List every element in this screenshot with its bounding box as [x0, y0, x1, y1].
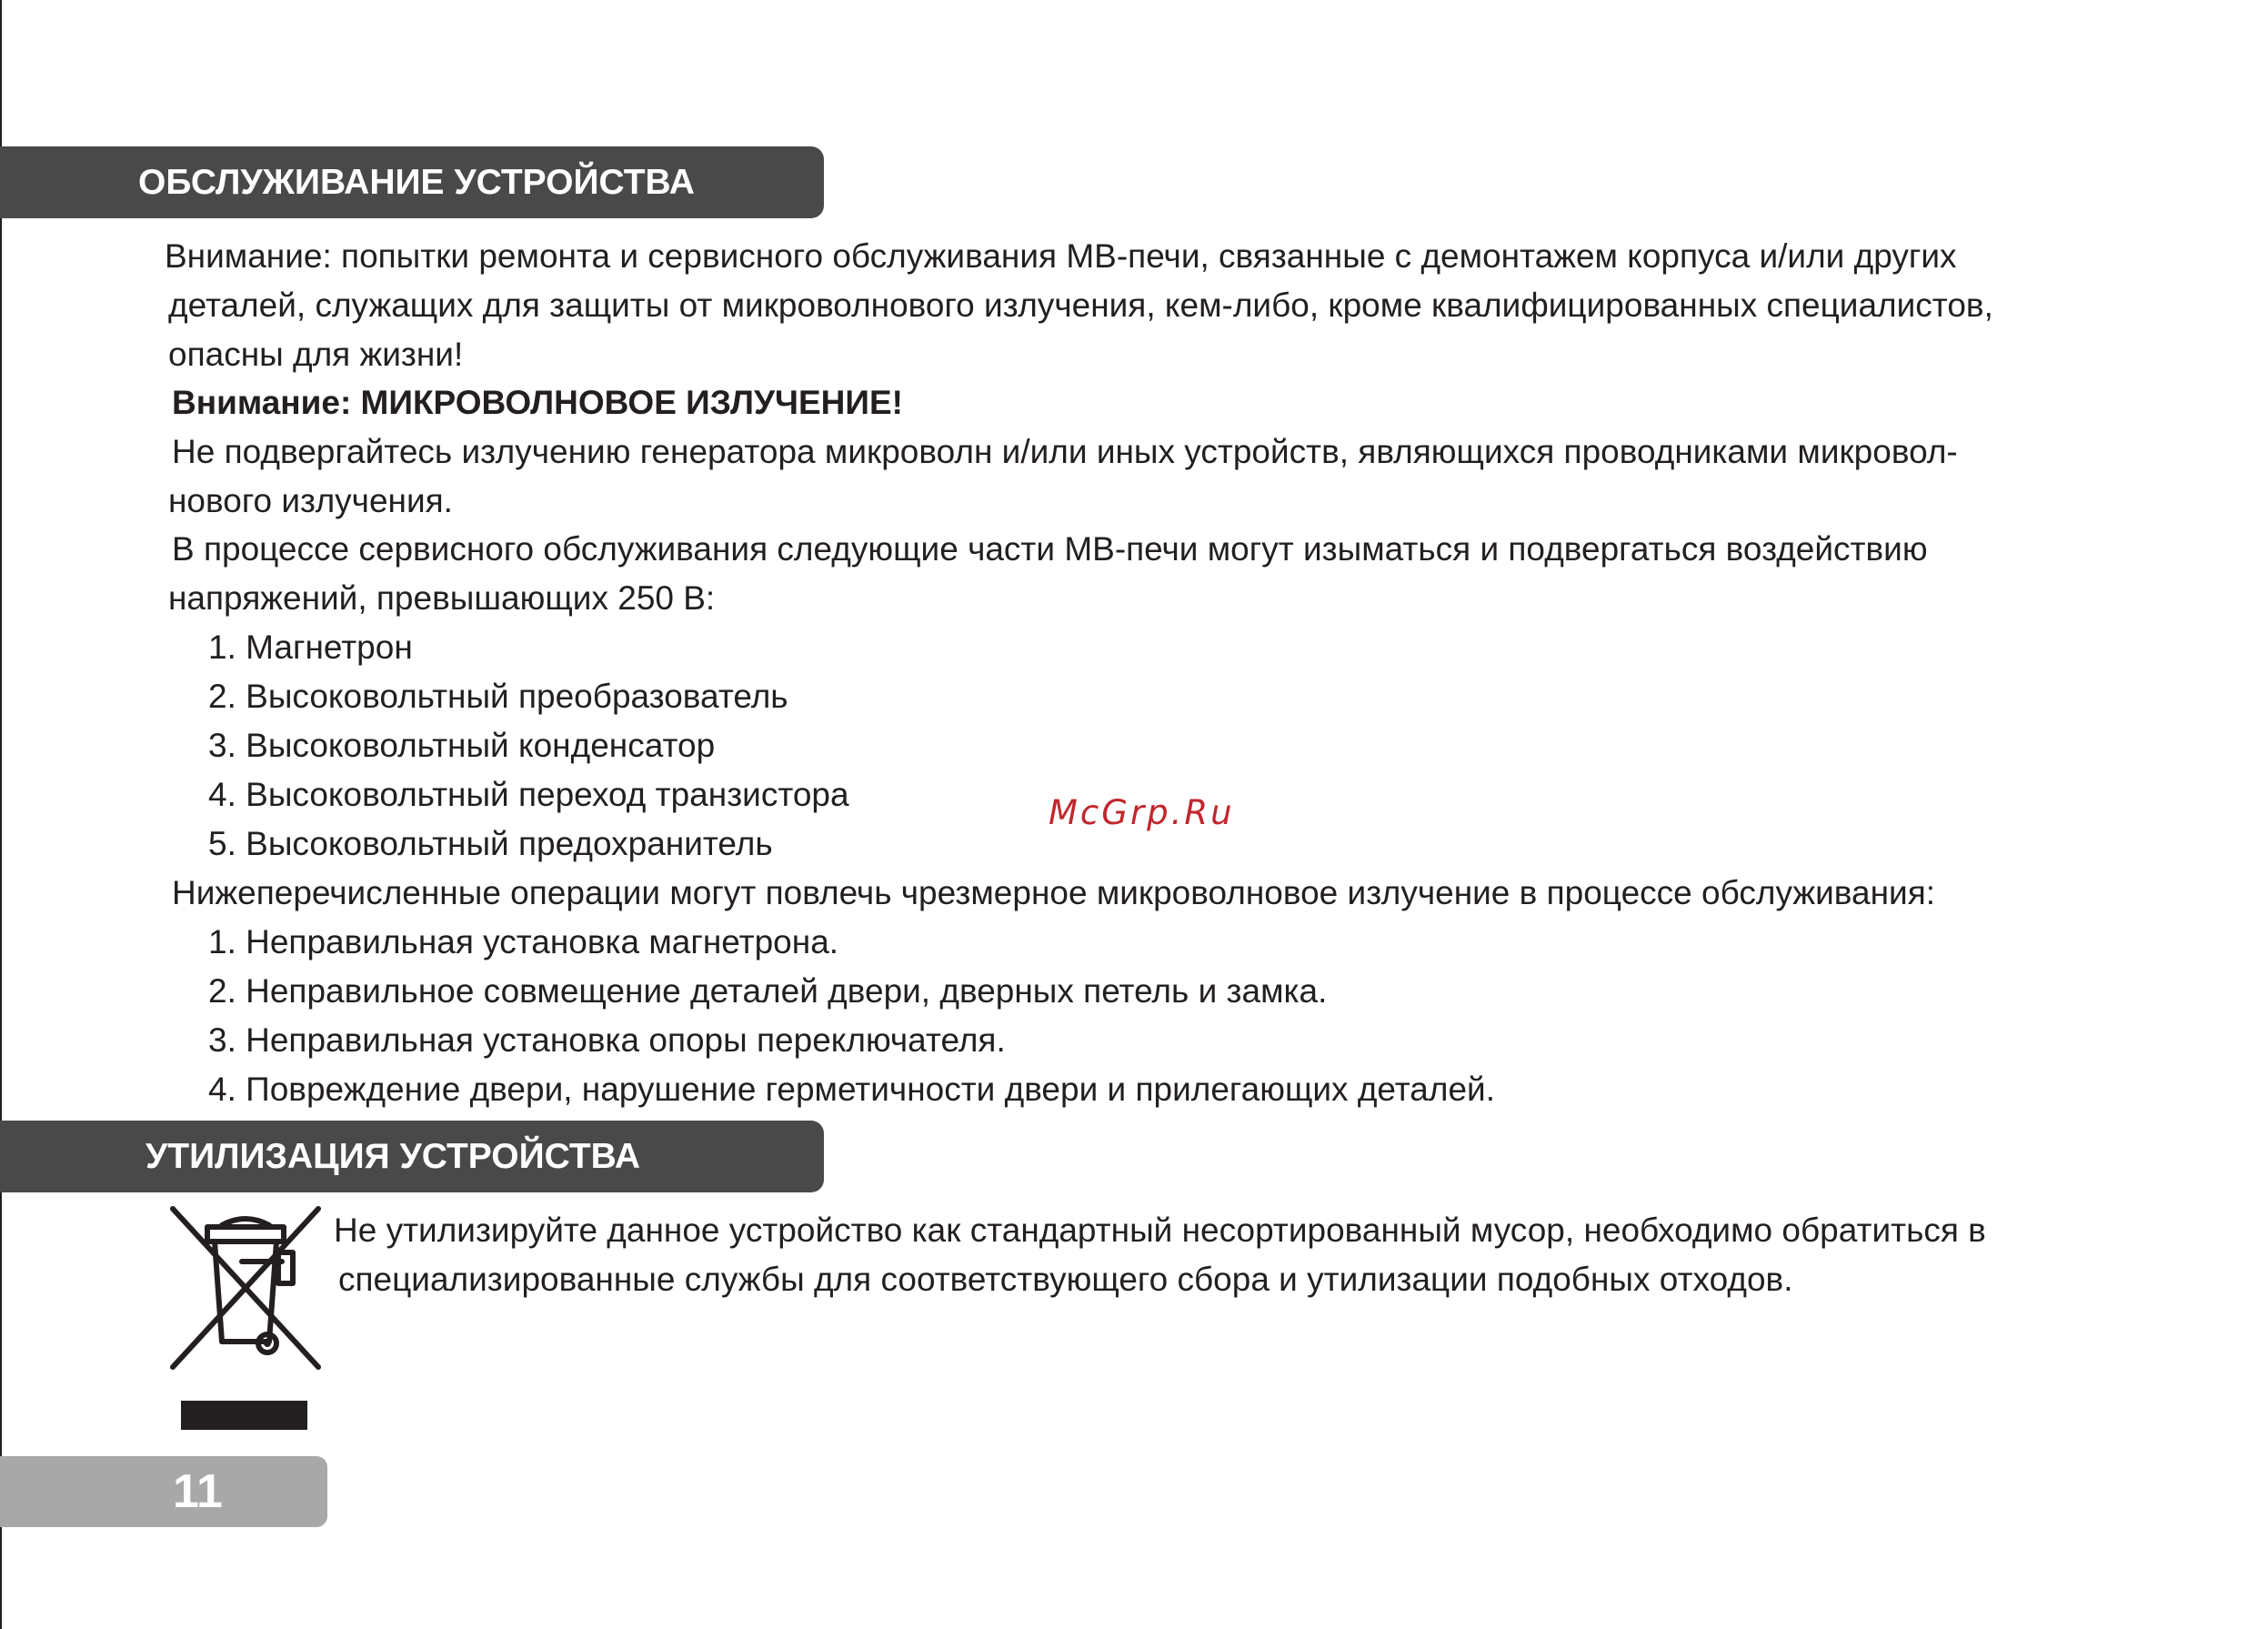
operations-intro-paragraph: [172, 869, 1935, 918]
page-left-border: [0, 0, 2, 1629]
list-item: 1. Неправильная установка магнетрона.: [208, 923, 839, 960]
section-header-disposal: [0, 1121, 824, 1192]
list-item: 5. Высоковольтный предохранитель: [208, 825, 773, 862]
list-item: 2. Неправильное совмещение деталей двери, дверных петель и замка.: [208, 972, 1328, 1010]
list-item: 3. Высоковольтный конденсатор: [208, 727, 716, 764]
separate-collection-bar: [181, 1401, 307, 1430]
section-title: ОБСЛУЖИВАНИЕ УСТРОЙСТВА: [138, 163, 695, 202]
page-number: [0, 1456, 327, 1527]
text-line: Внимание: МИКРОВОЛНОВОЕ ИЗЛУЧЕНИЕ!: [172, 384, 903, 421]
list-item: 1. Магнетрон: [208, 628, 413, 666]
list-item: 3. Неправильная установка опоры переключателя.: [208, 1021, 1006, 1059]
disposal-paragraph: [334, 1206, 1986, 1304]
microwave-warning-heading: [172, 378, 903, 427]
list-item: 2. Высоковольтный преобразователь: [208, 678, 788, 715]
section-header-maintenance: [0, 146, 824, 218]
text-line: В процессе сервисного обслуживания следующие части МВ-печи могут изыматься и подвергаться воздействию: [172, 530, 1928, 568]
list-item: 4. Высоковольтный переход транзистора: [208, 776, 849, 813]
text-line: опасны для жизни!: [168, 336, 464, 373]
exposure-paragraph: [168, 427, 1958, 526]
text-line: Не подвергайтесь излучению генератора микроволн и/или иных устройств, являющихся проводниками микровол-: [172, 433, 1958, 470]
text-line: деталей, служащих для защиты от микроволнового излучения, кем-либо, кроме квалифицированных специалистов,: [168, 287, 1993, 324]
text-line: Не утилизируйте данное устройство как стандартный несортированный мусор, необходимо обратиться в: [334, 1212, 1986, 1249]
parts-list: [208, 623, 849, 869]
watermark: McGrp.Ru: [1049, 793, 1235, 832]
text-line: Нижеперечисленные операции могут повлечь чрезмерное микроволновое излучение в процессе обслуживания:: [172, 874, 1936, 911]
operations-list: [208, 918, 1495, 1114]
warning-paragraph: [165, 232, 1993, 379]
text-line: Внимание: попытки ремонта и сервисного обслуживания МВ-печи, связанные с демонтажем корпуса и/или других: [165, 237, 1957, 275]
text-line: специализированные службы для соответствующего сбора и утилизации подобных отходов.: [338, 1261, 1793, 1298]
crossed-out-wheelie-bin-icon: [169, 1205, 322, 1371]
parts-intro-paragraph: [168, 525, 1928, 623]
page-number-label: 11: [173, 1465, 223, 1518]
section-title: УТИЛИЗАЦИЯ УСТРОЙСТВА: [146, 1137, 641, 1176]
text-line: нового излучения.: [168, 482, 453, 519]
text-line: напряжений, превышающих 250 В:: [168, 579, 716, 617]
list-item: 4. Повреждение двери, нарушение герметичности двери и прилегающих деталей.: [208, 1071, 1495, 1108]
